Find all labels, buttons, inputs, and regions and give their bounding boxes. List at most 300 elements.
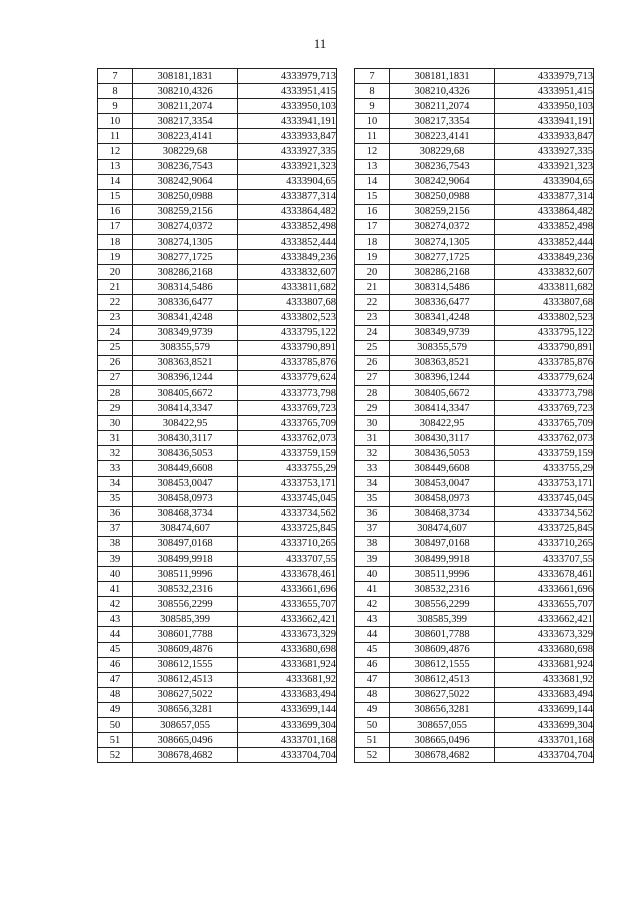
- point-number-cell: 29: [98, 401, 133, 416]
- y-coordinate-cell: 4333921,323: [495, 159, 594, 174]
- point-number-cell: 44: [98, 627, 133, 642]
- point-number-cell: 50: [98, 718, 133, 733]
- y-coordinate-cell: 4333681,92: [495, 672, 594, 687]
- y-coordinate-cell: 4333678,461: [495, 567, 594, 582]
- y-coordinate-cell: 4333852,498: [238, 219, 337, 234]
- y-coordinate-cell: 4333678,461: [238, 567, 337, 582]
- y-coordinate-cell: 4333755,29: [238, 461, 337, 476]
- x-coordinate-cell: 308274,1305: [133, 235, 238, 250]
- y-coordinate-cell: 4333655,707: [238, 597, 337, 612]
- point-number-cell: 20: [98, 265, 133, 280]
- y-coordinate-cell: 4333759,159: [238, 446, 337, 461]
- table-row: [355, 174, 594, 189]
- x-coordinate-cell: 308601,7788: [133, 627, 238, 642]
- point-number-cell: 28: [98, 385, 133, 400]
- table-row: [98, 552, 337, 567]
- y-coordinate-cell: 4333864,482: [495, 204, 594, 219]
- x-coordinate-cell: 308217,3354: [390, 114, 495, 129]
- point-number-cell: 52: [98, 748, 133, 763]
- y-coordinate-cell: 4333802,523: [238, 310, 337, 325]
- point-number-cell: 48: [355, 687, 390, 702]
- point-number-cell: 32: [355, 446, 390, 461]
- y-coordinate-cell: 4333877,314: [495, 189, 594, 204]
- table-row: [355, 144, 594, 159]
- x-coordinate-cell: 308449,6608: [390, 461, 495, 476]
- point-number-cell: 36: [355, 506, 390, 521]
- x-coordinate-cell: 308678,4682: [390, 748, 495, 763]
- x-coordinate-cell: 308458,0973: [133, 491, 238, 506]
- table-row: [355, 114, 594, 129]
- x-coordinate-cell: 308396,1244: [390, 370, 495, 385]
- y-coordinate-cell: 4333681,924: [238, 657, 337, 672]
- x-coordinate-cell: 308336,6477: [133, 295, 238, 310]
- x-coordinate-cell: 308277,1725: [390, 250, 495, 265]
- x-coordinate-cell: 308223,4141: [133, 129, 238, 144]
- table-row: [355, 476, 594, 491]
- x-coordinate-cell: 308242,9064: [390, 174, 495, 189]
- y-coordinate-cell: 4333762,073: [238, 431, 337, 446]
- x-coordinate-cell: 308229,68: [390, 144, 495, 159]
- table-row: [355, 204, 594, 219]
- x-coordinate-cell: 308497,0168: [390, 536, 495, 551]
- y-coordinate-cell: 4333904,65: [495, 174, 594, 189]
- point-number-cell: 36: [98, 506, 133, 521]
- x-coordinate-cell: 308286,2168: [133, 265, 238, 280]
- table-row: [355, 235, 594, 250]
- x-coordinate-cell: 308678,4682: [133, 748, 238, 763]
- point-number-cell: 40: [98, 567, 133, 582]
- point-number-cell: 22: [98, 295, 133, 310]
- table-row: [355, 627, 594, 642]
- table-row: [98, 506, 337, 521]
- table-row: [355, 355, 594, 370]
- x-coordinate-cell: 308414,3347: [390, 401, 495, 416]
- x-coordinate-cell: 308314,5486: [133, 280, 238, 295]
- point-number-cell: 43: [355, 612, 390, 627]
- point-number-cell: 24: [98, 325, 133, 340]
- x-coordinate-cell: 308609,4876: [133, 642, 238, 657]
- table-row: [98, 99, 337, 114]
- point-number-cell: 25: [355, 340, 390, 355]
- x-coordinate-cell: 308474,607: [133, 521, 238, 536]
- y-coordinate-cell: 4333661,696: [495, 582, 594, 597]
- table-row: [98, 718, 337, 733]
- y-coordinate-cell: 4333753,171: [238, 476, 337, 491]
- point-number-cell: 42: [98, 597, 133, 612]
- point-number-cell: 22: [355, 295, 390, 310]
- y-coordinate-cell: 4333680,698: [238, 642, 337, 657]
- y-coordinate-cell: 4333790,891: [238, 340, 337, 355]
- table-row: [98, 748, 337, 763]
- x-coordinate-cell: 308236,7543: [133, 159, 238, 174]
- table-row: [355, 340, 594, 355]
- table-row: [98, 657, 337, 672]
- point-number-cell: 35: [98, 491, 133, 506]
- table-row: [355, 461, 594, 476]
- y-coordinate-cell: 4333681,92: [238, 672, 337, 687]
- x-coordinate-cell: 308242,9064: [133, 174, 238, 189]
- y-coordinate-cell: 4333950,103: [238, 99, 337, 114]
- y-coordinate-cell: 4333785,876: [238, 355, 337, 370]
- point-number-cell: 13: [355, 159, 390, 174]
- point-number-cell: 7: [355, 69, 390, 84]
- x-coordinate-cell: 308259,2156: [133, 204, 238, 219]
- y-coordinate-cell: 4333755,29: [495, 461, 594, 476]
- point-number-cell: 43: [98, 612, 133, 627]
- point-number-cell: 15: [355, 189, 390, 204]
- y-coordinate-cell: 4333779,624: [238, 370, 337, 385]
- x-coordinate-cell: 308274,1305: [390, 235, 495, 250]
- y-coordinate-cell: 4333662,421: [495, 612, 594, 627]
- point-number-cell: 19: [98, 250, 133, 265]
- table-row: [98, 189, 337, 204]
- table-row: [355, 385, 594, 400]
- y-coordinate-cell: 4333734,562: [495, 506, 594, 521]
- x-coordinate-cell: 308211,2074: [390, 99, 495, 114]
- point-number-cell: 15: [98, 189, 133, 204]
- x-coordinate-cell: 308181,1831: [390, 69, 495, 84]
- point-number-cell: 47: [355, 672, 390, 687]
- point-number-cell: 12: [355, 144, 390, 159]
- point-number-cell: 29: [355, 401, 390, 416]
- x-coordinate-cell: 308499,9918: [390, 552, 495, 567]
- x-coordinate-cell: 308499,9918: [133, 552, 238, 567]
- y-coordinate-cell: 4333864,482: [238, 204, 337, 219]
- y-coordinate-cell: 4333725,845: [495, 521, 594, 536]
- y-coordinate-cell: 4333699,304: [238, 718, 337, 733]
- y-coordinate-cell: 4333701,168: [238, 733, 337, 748]
- x-coordinate-cell: 308314,5486: [390, 280, 495, 295]
- x-coordinate-cell: 308336,6477: [390, 295, 495, 310]
- point-number-cell: 8: [98, 84, 133, 99]
- y-coordinate-cell: 4333849,236: [495, 250, 594, 265]
- table-row: [355, 446, 594, 461]
- table-row: [98, 219, 337, 234]
- x-coordinate-cell: 308556,2299: [133, 597, 238, 612]
- x-coordinate-cell: 308511,9996: [133, 567, 238, 582]
- table-row: [355, 642, 594, 657]
- point-number-cell: 28: [355, 385, 390, 400]
- point-number-cell: 12: [98, 144, 133, 159]
- table-row: [355, 69, 594, 84]
- table-row: [355, 99, 594, 114]
- y-coordinate-cell: 4333811,682: [495, 280, 594, 295]
- point-number-cell: 26: [98, 355, 133, 370]
- y-coordinate-cell: 4333745,045: [238, 491, 337, 506]
- point-number-cell: 17: [98, 219, 133, 234]
- point-number-cell: 42: [355, 597, 390, 612]
- point-number-cell: 23: [355, 310, 390, 325]
- table-row: [355, 567, 594, 582]
- y-coordinate-cell: 4333877,314: [238, 189, 337, 204]
- table-row: [98, 687, 337, 702]
- point-number-cell: 46: [355, 657, 390, 672]
- point-number-cell: 31: [355, 431, 390, 446]
- table-row: [355, 159, 594, 174]
- y-coordinate-cell: 4333762,073: [495, 431, 594, 446]
- point-number-cell: 39: [98, 552, 133, 567]
- x-coordinate-cell: 308532,2316: [133, 582, 238, 597]
- table-row: [98, 325, 337, 340]
- point-number-cell: 34: [355, 476, 390, 491]
- y-coordinate-cell: 4333790,891: [495, 340, 594, 355]
- table-row: [355, 552, 594, 567]
- table-row: [98, 174, 337, 189]
- x-coordinate-cell: 308250,0988: [133, 189, 238, 204]
- table-row: [355, 597, 594, 612]
- y-coordinate-cell: 4333704,704: [238, 748, 337, 763]
- point-number-cell: 41: [98, 582, 133, 597]
- x-coordinate-cell: 308601,7788: [390, 627, 495, 642]
- point-number-cell: 19: [355, 250, 390, 265]
- point-number-cell: 38: [98, 536, 133, 551]
- x-coordinate-cell: 308414,3347: [133, 401, 238, 416]
- point-number-cell: 49: [98, 702, 133, 717]
- table-row: [98, 114, 337, 129]
- table-row: [98, 340, 337, 355]
- table-row: [355, 416, 594, 431]
- point-number-cell: 21: [355, 280, 390, 295]
- point-number-cell: 45: [98, 642, 133, 657]
- x-coordinate-cell: 308556,2299: [390, 597, 495, 612]
- table-row: [355, 370, 594, 385]
- table-row: [98, 250, 337, 265]
- y-coordinate-cell: 4333683,494: [495, 687, 594, 702]
- x-coordinate-cell: 308468,3734: [390, 506, 495, 521]
- x-coordinate-cell: 308405,6672: [133, 385, 238, 400]
- x-coordinate-cell: 308585,399: [390, 612, 495, 627]
- point-number-cell: 10: [98, 114, 133, 129]
- table-row: [355, 189, 594, 204]
- x-coordinate-cell: 308609,4876: [390, 642, 495, 657]
- point-number-cell: 50: [355, 718, 390, 733]
- table-row: [98, 642, 337, 657]
- table-row: [98, 204, 337, 219]
- table-row: [98, 159, 337, 174]
- table-row: [355, 491, 594, 506]
- x-coordinate-cell: 308449,6608: [133, 461, 238, 476]
- table-row: [355, 672, 594, 687]
- y-coordinate-cell: 4333807,68: [495, 295, 594, 310]
- table-row: [98, 235, 337, 250]
- coordinates-table-right: [354, 68, 594, 763]
- y-coordinate-cell: 4333725,845: [238, 521, 337, 536]
- point-number-cell: 17: [355, 219, 390, 234]
- y-coordinate-cell: 4333769,723: [238, 401, 337, 416]
- x-coordinate-cell: 308627,5022: [390, 687, 495, 702]
- x-coordinate-cell: 308349,9739: [133, 325, 238, 340]
- x-coordinate-cell: 308422,95: [133, 416, 238, 431]
- x-coordinate-cell: 308665,0496: [133, 733, 238, 748]
- y-coordinate-cell: 4333699,144: [495, 702, 594, 717]
- y-coordinate-cell: 4333921,323: [238, 159, 337, 174]
- x-coordinate-cell: 308405,6672: [390, 385, 495, 400]
- y-coordinate-cell: 4333927,335: [238, 144, 337, 159]
- table-row: [98, 582, 337, 597]
- table-row: [98, 265, 337, 280]
- y-coordinate-cell: 4333699,304: [495, 718, 594, 733]
- table-row: [355, 129, 594, 144]
- x-coordinate-cell: 308458,0973: [390, 491, 495, 506]
- y-coordinate-cell: 4333950,103: [495, 99, 594, 114]
- x-coordinate-cell: 308341,4248: [390, 310, 495, 325]
- y-coordinate-cell: 4333662,421: [238, 612, 337, 627]
- point-number-cell: 33: [98, 461, 133, 476]
- point-number-cell: 27: [355, 370, 390, 385]
- y-coordinate-cell: 4333951,415: [495, 84, 594, 99]
- x-coordinate-cell: 308657,055: [133, 718, 238, 733]
- y-coordinate-cell: 4333707,55: [495, 552, 594, 567]
- y-coordinate-cell: 4333832,607: [238, 265, 337, 280]
- point-number-cell: 39: [355, 552, 390, 567]
- table-row: [98, 461, 337, 476]
- x-coordinate-cell: 308349,9739: [390, 325, 495, 340]
- table-row: [355, 295, 594, 310]
- y-coordinate-cell: 4333941,191: [238, 114, 337, 129]
- table-row: [98, 129, 337, 144]
- x-coordinate-cell: 308453,0047: [390, 476, 495, 491]
- y-coordinate-cell: 4333802,523: [495, 310, 594, 325]
- y-coordinate-cell: 4333807,68: [238, 295, 337, 310]
- coordinates-table-right-body: [355, 69, 594, 763]
- y-coordinate-cell: 4333765,709: [495, 416, 594, 431]
- x-coordinate-cell: 308274,0372: [390, 219, 495, 234]
- x-coordinate-cell: 308627,5022: [133, 687, 238, 702]
- table-row: [355, 506, 594, 521]
- point-number-cell: 18: [355, 235, 390, 250]
- x-coordinate-cell: 308422,95: [390, 416, 495, 431]
- x-coordinate-cell: 308656,3281: [390, 702, 495, 717]
- point-number-cell: 47: [98, 672, 133, 687]
- table-row: [355, 84, 594, 99]
- table-row: [355, 250, 594, 265]
- table-row: [98, 491, 337, 506]
- point-number-cell: 51: [98, 733, 133, 748]
- x-coordinate-cell: 308657,055: [390, 718, 495, 733]
- y-coordinate-cell: 4333673,329: [495, 627, 594, 642]
- table-row: [355, 536, 594, 551]
- table-row: [355, 310, 594, 325]
- x-coordinate-cell: 308511,9996: [390, 567, 495, 582]
- y-coordinate-cell: 4333680,698: [495, 642, 594, 657]
- y-coordinate-cell: 4333852,498: [495, 219, 594, 234]
- x-coordinate-cell: 308341,4248: [133, 310, 238, 325]
- y-coordinate-cell: 4333933,847: [495, 129, 594, 144]
- table-row: [355, 265, 594, 280]
- x-coordinate-cell: 308430,3117: [133, 431, 238, 446]
- y-coordinate-cell: 4333904,65: [238, 174, 337, 189]
- table-row: [355, 687, 594, 702]
- point-number-cell: 35: [355, 491, 390, 506]
- y-coordinate-cell: 4333927,335: [495, 144, 594, 159]
- point-number-cell: 34: [98, 476, 133, 491]
- table-row: [98, 310, 337, 325]
- y-coordinate-cell: 4333673,329: [238, 627, 337, 642]
- point-number-cell: 11: [98, 129, 133, 144]
- point-number-cell: 30: [98, 416, 133, 431]
- x-coordinate-cell: 308612,1555: [133, 657, 238, 672]
- x-coordinate-cell: 308532,2316: [390, 582, 495, 597]
- x-coordinate-cell: 308211,2074: [133, 99, 238, 114]
- y-coordinate-cell: 4333773,798: [495, 385, 594, 400]
- y-coordinate-cell: 4333852,444: [495, 235, 594, 250]
- x-coordinate-cell: 308250,0988: [390, 189, 495, 204]
- point-number-cell: 10: [355, 114, 390, 129]
- table-row: [98, 446, 337, 461]
- y-coordinate-cell: 4333951,415: [238, 84, 337, 99]
- point-number-cell: 44: [355, 627, 390, 642]
- table-row: [355, 748, 594, 763]
- y-coordinate-cell: 4333773,798: [238, 385, 337, 400]
- x-coordinate-cell: 308363,8521: [390, 355, 495, 370]
- point-number-cell: 7: [98, 69, 133, 84]
- table-row: [98, 431, 337, 446]
- y-coordinate-cell: 4333832,607: [495, 265, 594, 280]
- table-row: [98, 597, 337, 612]
- point-number-cell: 16: [98, 204, 133, 219]
- x-coordinate-cell: 308656,3281: [133, 702, 238, 717]
- x-coordinate-cell: 308259,2156: [390, 204, 495, 219]
- x-coordinate-cell: 308665,0496: [390, 733, 495, 748]
- point-number-cell: 31: [98, 431, 133, 446]
- y-coordinate-cell: 4333734,562: [238, 506, 337, 521]
- y-coordinate-cell: 4333745,045: [495, 491, 594, 506]
- table-row: [355, 612, 594, 627]
- point-number-cell: 51: [355, 733, 390, 748]
- x-coordinate-cell: 308286,2168: [390, 265, 495, 280]
- x-coordinate-cell: 308181,1831: [133, 69, 238, 84]
- point-number-cell: 52: [355, 748, 390, 763]
- x-coordinate-cell: 308363,8521: [133, 355, 238, 370]
- point-number-cell: 14: [355, 174, 390, 189]
- table-row: [355, 582, 594, 597]
- y-coordinate-cell: 4333710,265: [495, 536, 594, 551]
- point-number-cell: 26: [355, 355, 390, 370]
- point-number-cell: 37: [355, 521, 390, 536]
- y-coordinate-cell: 4333933,847: [238, 129, 337, 144]
- y-coordinate-cell: 4333849,236: [238, 250, 337, 265]
- y-coordinate-cell: 4333655,707: [495, 597, 594, 612]
- x-coordinate-cell: 308436,5053: [133, 446, 238, 461]
- point-number-cell: 37: [98, 521, 133, 536]
- table-row: [98, 84, 337, 99]
- point-number-cell: 40: [355, 567, 390, 582]
- table-row: [355, 280, 594, 295]
- x-coordinate-cell: 308229,68: [133, 144, 238, 159]
- x-coordinate-cell: 308497,0168: [133, 536, 238, 551]
- x-coordinate-cell: 308612,4513: [133, 672, 238, 687]
- x-coordinate-cell: 308223,4141: [390, 129, 495, 144]
- x-coordinate-cell: 308453,0047: [133, 476, 238, 491]
- point-number-cell: 9: [98, 99, 133, 114]
- point-number-cell: 20: [355, 265, 390, 280]
- y-coordinate-cell: 4333707,55: [238, 552, 337, 567]
- x-coordinate-cell: 308355,579: [390, 340, 495, 355]
- y-coordinate-cell: 4333811,682: [238, 280, 337, 295]
- table-row: [98, 536, 337, 551]
- y-coordinate-cell: 4333681,924: [495, 657, 594, 672]
- point-number-cell: 8: [355, 84, 390, 99]
- y-coordinate-cell: 4333759,159: [495, 446, 594, 461]
- table-row: [98, 672, 337, 687]
- table-row: [98, 733, 337, 748]
- y-coordinate-cell: 4333979,713: [238, 69, 337, 84]
- x-coordinate-cell: 308468,3734: [133, 506, 238, 521]
- y-coordinate-cell: 4333765,709: [238, 416, 337, 431]
- y-coordinate-cell: 4333661,696: [238, 582, 337, 597]
- x-coordinate-cell: 308430,3117: [390, 431, 495, 446]
- point-number-cell: 30: [355, 416, 390, 431]
